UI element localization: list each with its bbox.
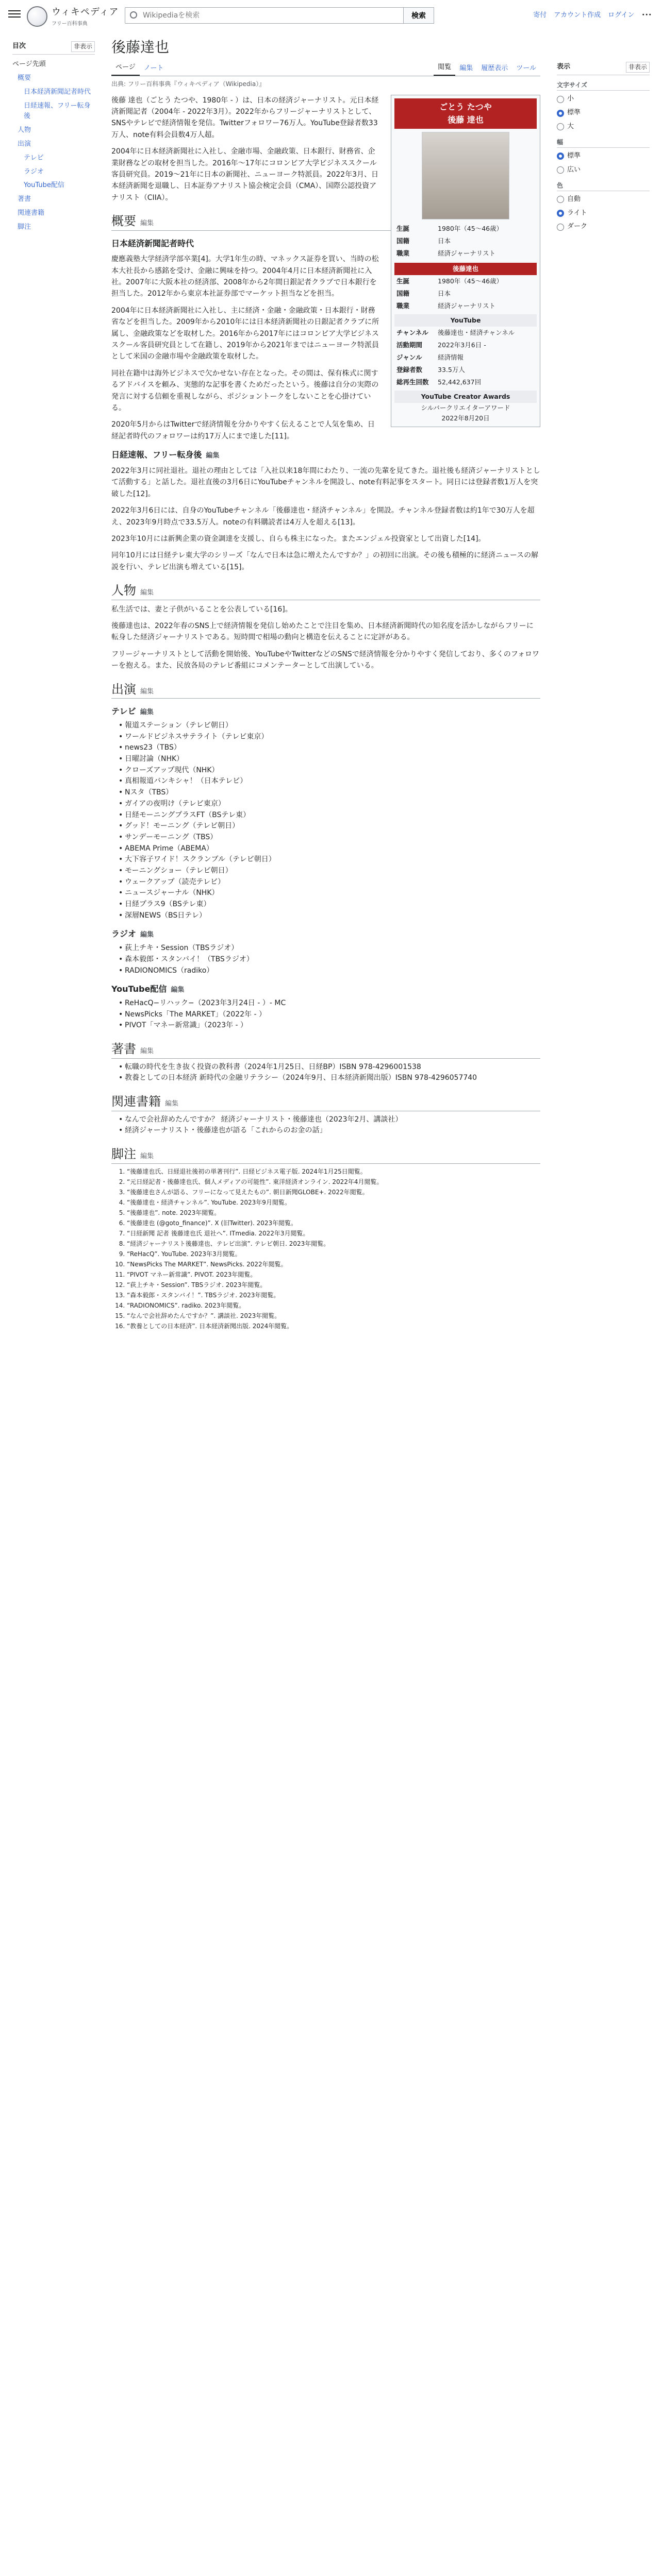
login-link[interactable]: ログイン	[608, 11, 635, 19]
edit-link[interactable]: 編集	[171, 986, 185, 994]
edit-link[interactable]: 編集	[140, 1047, 154, 1056]
list-item[interactable]: • クローズアップ現代（NHK）	[120, 765, 540, 776]
radio-icon	[557, 224, 564, 231]
toc-item[interactable]: ラジオ	[24, 167, 44, 176]
toc-item[interactable]: 関連書籍	[18, 209, 45, 217]
infobox-key: 生誕	[396, 277, 410, 285]
appearance-title: 表示	[557, 63, 571, 71]
paragraph: 2020年5月からはTwitterで経済情報を分かりやすく伝えることで人気を集め、日経記者時代のフォロワーは約17万人にまで達した[11]。	[111, 420, 375, 440]
infobox-subhead: 後藤達也	[394, 263, 537, 275]
list-item[interactable]: • PIVOT「マネー新常識」（2023年 - ）	[120, 1020, 540, 1031]
list-item: • 転職の時代を生き抜く投資の教科書（2024年1月25日、日経BP）ISBN 978-4296001538	[120, 1062, 540, 1073]
radio-icon	[557, 196, 564, 203]
section-free: 日経速報、フリー転身後 編集	[111, 450, 220, 460]
paragraph: 2023年10月には新興企業の資金調達を支援し、自らも株主になった。またエンジェル投資家として出資した[14]。	[111, 534, 486, 543]
list-item: 6. “後藤達也 (@goto_finance)”. X (旧Twitter). 2023年閲覧。	[127, 1218, 540, 1228]
radio-list	[120, 943, 540, 976]
paragraph: 2004年に日本経済新聞社に入社し、主に経済・金融・金融政策・日本銀行・財務省などを担当した。2009年から2010年には日本経済新聞社の日銀記者クラブに所属し、金融政策などを取材した。2016年から2017年にはコロンビア大学ビジネススクール客員研究員として在籍し、2019年から2021年まではニューヨーク特派員として米国の金融市場や金融政策を取材した。	[111, 306, 379, 361]
create-account-link[interactable]: アカウント作成	[554, 11, 601, 19]
paragraph: 2022年3月に同社退社。退社の理由としては「入社以来18年間にわたり、一流の先輩を見てきた。退社後も経済ジャーナリストとして活動する」と話した。退社直後の3月6日にYouTubeチャンネルを開設し、note有料記事をスタート。同日には登録者数1万人を突破した[12]。	[111, 466, 540, 498]
toc-item[interactable]: 日経速報、フリー転身後	[24, 101, 91, 121]
section-overview: 概要 編集	[111, 213, 540, 231]
tab-tools[interactable]: ツール	[516, 64, 536, 72]
list-item[interactable]: • 深層NEWS（BS日テレ）	[120, 910, 540, 922]
lead-paragraph-2: 2004年に日本経済新聞社に入社し、金融市場、金融政策、日本銀行、財務省、企業財務などの取材を担当した。2016年～17年にコロンビア大学ビジネススクール客員研究員。2019〜21年に日本の新聞社、ニューヨーク特派員。2022年3月、日本経済新聞を退職し、日本証券アナリスト協会検定会員（CMA）、国際公認投資アナリスト（CIIA）。	[111, 147, 378, 202]
paragraph: 私生活では、妻と子供がいることを公表している[16]。	[111, 605, 292, 614]
infobox-row	[394, 223, 537, 235]
wikipedia-globe-icon	[27, 6, 47, 27]
edit-link[interactable]: 編集	[140, 687, 154, 696]
list-item[interactable]: • 日経プラス9（BSテレ東）	[120, 899, 540, 910]
section-books: 著書 編集	[111, 1041, 540, 1059]
donate-link[interactable]: 寄付	[533, 11, 547, 19]
toc-hide-button[interactable]: 非表示	[71, 41, 95, 52]
edit-link[interactable]: 編集	[140, 589, 154, 597]
toc-item[interactable]: ページ先頭	[12, 60, 46, 69]
toc-item[interactable]: テレビ	[24, 154, 44, 162]
radio-label: 標準	[567, 151, 581, 160]
radio-label: 小	[567, 95, 574, 103]
radio-option[interactable]	[557, 222, 650, 232]
search-icon	[130, 11, 137, 19]
infobox-row	[394, 287, 537, 300]
radio-icon	[557, 152, 564, 160]
radio-icon	[557, 110, 564, 117]
toc-item[interactable]: 人物	[18, 126, 31, 134]
radio-option[interactable]	[557, 122, 650, 132]
list-item[interactable]: • NewsPicks「The MARKET」（2022年 - ）	[120, 1009, 540, 1021]
infobox-key: 職業	[396, 301, 410, 310]
list-item[interactable]: • 真相報道バンキシャ！（日本テレビ）	[120, 776, 540, 787]
list-item[interactable]: • ニュースジャーナル（NHK）	[120, 888, 540, 899]
list-item[interactable]: • ワールドビジネスサテライト（テレビ東京）	[120, 732, 540, 743]
site-header	[0, 0, 662, 31]
infobox-row	[394, 235, 537, 247]
infobox-key: 国籍	[396, 289, 410, 297]
list-item: 5. “後藤達也”. note. 2023年閲覧。	[127, 1208, 540, 1217]
infobox-row	[394, 351, 537, 364]
infobox-value: 日本	[438, 289, 451, 297]
list-item[interactable]: • ガイアの夜明け（テレビ東京）	[120, 799, 540, 810]
radio-option[interactable]	[557, 208, 650, 219]
infobox-name: ごとう たつや 後藤 達也	[394, 98, 537, 129]
infobox-value: 2022年3月6日 -	[438, 341, 486, 349]
list-item: 2. “元日経記者・後藤達也氏、個人メディアの可能性”. 東洋経済オンライン. 2022年4月閲覧。	[127, 1177, 540, 1187]
edit-link[interactable]: 編集	[206, 452, 220, 460]
infobox-table-1	[394, 223, 537, 260]
infobox-row	[394, 247, 537, 260]
infobox	[391, 95, 540, 427]
list-item: 10. “NewsPicks The MARKET”. NewsPicks. 2022年閲覧。	[127, 1260, 540, 1269]
user-links	[533, 10, 652, 21]
list-item[interactable]: • 森本毅郎・スタンバイ！（TBSラジオ）	[120, 954, 540, 965]
toc-item[interactable]: YouTube配信	[24, 181, 64, 190]
section-related: 関連書籍 編集	[111, 1093, 540, 1111]
edit-link[interactable]: 編集	[140, 931, 154, 939]
paragraph: フリージャーナリストとして活動を開始後、YouTubeやTwitterなどのSNSで経済情報を分かりやすく発信しており、多くのフォロワーを抱える。また、民放各局のテレビ番組にコメンテーターとして出演している。	[111, 650, 539, 670]
list-item[interactable]: • 荻上チキ・Session（TBSラジオ）	[120, 943, 540, 954]
tv-list	[120, 720, 540, 921]
tab-edit[interactable]: 編集	[459, 64, 473, 72]
edit-link[interactable]: 編集	[140, 708, 154, 717]
infobox-key: 活動期間	[396, 341, 423, 349]
list-item: • なんで会社辞めたんですか？ 経済ジャーナリスト・後藤達也（2023年2月、講談社）	[120, 1114, 540, 1126]
edit-link[interactable]: 編集	[165, 1100, 179, 1108]
paragraph: 2022年3月6日には、自身のYouTubeチャンネル「後藤達也・経済チャンネル」を開設。チャンネル登録者数は約1年で30万人を超え、2023年9月時点で33.5万人。noteの有料購読者は4万人を超える[13]。	[111, 506, 535, 527]
radio-label: ダーク	[567, 223, 588, 231]
list-item: 13. “森本毅郎・スタンバイ！”. TBSラジオ. 2023年閲覧。	[127, 1291, 540, 1300]
list-item[interactable]: • ウェークアップ（読売テレビ）	[120, 877, 540, 888]
list-item: 14. “RADIONOMICS”. radiko. 2023年閲覧。	[127, 1301, 540, 1310]
section-notes: 脚注 編集	[111, 1146, 540, 1164]
infobox-value: 1980年（45～46歳）	[438, 277, 503, 285]
infobox-value: 日本	[438, 236, 451, 245]
infobox-awards: シルバークリエイターアワード 2022年8月20日	[421, 403, 510, 422]
infobox-table-3	[394, 327, 537, 388]
references-list	[127, 1167, 540, 1331]
infobox-row	[394, 376, 537, 388]
section-appearance: 出演 編集	[111, 681, 540, 699]
infobox-row	[394, 275, 537, 287]
list-item: • 経済ジャーナリスト・後藤達也が語る「これからのお金の話」	[120, 1125, 540, 1137]
section-tv: テレビ 編集	[111, 706, 154, 717]
list-item: • 教養としての日本経済 新時代の金融リテラシー（2024年9月、日本経済新聞出版）ISBN 978-4296057740	[120, 1073, 540, 1084]
list-item: 1. “後藤達也氏、日経退社後初の単著刊行”. 日経ビジネス電子版. 2024年1月25日閲覧。	[127, 1167, 540, 1176]
tab-history[interactable]: 履歴表示	[481, 64, 508, 72]
edit-link[interactable]: 編集	[140, 1153, 154, 1161]
list-item[interactable]: • モーニングショー（テレビ朝日）	[120, 866, 540, 877]
main-menu-button[interactable]	[8, 8, 21, 19]
radio-icon	[557, 210, 564, 217]
search-input[interactable]	[125, 7, 404, 24]
appearance-hide-button[interactable]: 非表示	[626, 62, 650, 73]
infobox-key: チャンネル	[396, 328, 428, 336]
radio-label: 標準	[567, 109, 581, 117]
list-item[interactable]: • ABEMA Prime（ABEMA）	[120, 843, 540, 855]
lead-paragraph-1: 後藤 達也（ごとう たつや、1980年 - ）は、日本の経済ジャーナリスト。元日本経済新聞記者（2004年 - 2022年3月）。2022年からフリージャーナリストとして、SNSやテレビで経済情報を発信。Twitterフォロワー76万人。YouTube登録者数33万人、note有料会員数4万人超。	[111, 96, 379, 139]
list-item[interactable]: • グッド！モーニング（テレビ朝日）	[120, 821, 540, 832]
infobox-key: ジャンル	[396, 353, 422, 361]
infobox-row	[394, 300, 537, 312]
list-item: 3. “後藤達也さんが語る、フリーになって見えたもの”. 朝日新聞GLOBE+. 2022年閲覧。	[127, 1188, 540, 1197]
page-title: 後藤達也	[111, 39, 170, 56]
infobox-awards-head: YouTube Creator Awards	[394, 391, 537, 403]
radio-icon	[557, 123, 564, 130]
toc-item[interactable]: 日本経済新聞記者時代	[24, 88, 91, 96]
list-item[interactable]: • news23（TBS）	[120, 742, 540, 754]
list-item: 12. “荻上チキ・Session”. TBSラジオ. 2023年閲覧。	[127, 1280, 540, 1290]
tab-talk[interactable]: ノート	[143, 64, 164, 72]
source-note: 出典: フリー百科事典『ウィキペディア（Wikipedia）』	[111, 80, 266, 88]
infobox-value: 52,442,637回	[438, 378, 482, 386]
radio-label: ライト	[567, 209, 587, 217]
list-item: 7. “日経新聞 記者 後藤達也氏 退社へ”. ITmedia. 2022年3月閲覧。	[127, 1229, 540, 1238]
toc-item[interactable]: 脚注	[18, 223, 31, 231]
search-form	[125, 7, 434, 24]
radio-option[interactable]	[557, 194, 650, 205]
page-tabs	[111, 61, 540, 76]
infobox-value: 1980年（45～46歳）	[438, 224, 503, 232]
infobox-key: 総再生回数	[396, 378, 429, 386]
radio-option[interactable]	[557, 165, 650, 176]
list-item: 16. “教養としての日本経済”. 日本経済新聞出版. 2024年閲覧。	[127, 1321, 540, 1331]
infobox-value: 経済ジャーナリスト	[438, 301, 496, 310]
radio-label: 大	[567, 122, 574, 130]
radio-label: 自動	[567, 195, 581, 203]
infobox-key: 生誕	[396, 224, 410, 232]
toc-item[interactable]: 出演	[18, 140, 31, 148]
list-item: 15. “なんで会社辞めたんですか？”. 講談社. 2023年閲覧。	[127, 1311, 540, 1320]
list-item: 8. “経済ジャーナリスト後藤達也、テレビ出演”. テレビ朝日. 2023年閲覧。	[127, 1239, 540, 1248]
list-item[interactable]: • RADIONOMICS（radiko）	[120, 965, 540, 977]
section-youtube: YouTube配信 編集	[111, 984, 185, 994]
radio-option[interactable]	[557, 151, 650, 162]
radio-label: 広い	[567, 165, 581, 174]
list-item: 11. “PIVOT マネー新常識”. PIVOT. 2023年閲覧。	[127, 1270, 540, 1279]
toc-item[interactable]: 概要	[18, 74, 31, 82]
search-button[interactable]: 検索	[403, 7, 434, 24]
portrait-image[interactable]	[422, 132, 509, 219]
paragraph: 慶應義塾大学経済学部卒業[4]。大学1年生の時、マネックス証券を買い、当時の松本大社長から感銘を受け、金融に興味を持つ。2004年4月に日本経済新聞社に入社。2007年に大阪本社の経済部、2008年から2年間日銀記者クラブで日本銀行を担当した。2012年から東京本社証券部でマーケット担当などを担当。	[111, 255, 379, 298]
paragraph: 後藤達也は、2022年春のSNS上で経済情報を発信し始めたことで注目を集め、日本経済新聞時代の知名度を活かしながらフリーに転身した経済ジャーナリストである。短時間で相場の動向と構造を伝えることに定評がある。	[111, 622, 534, 642]
edit-link[interactable]: 編集	[140, 219, 154, 228]
list-item[interactable]: • Nスタ（TBS）	[120, 787, 540, 799]
radio-icon	[557, 166, 564, 174]
list-item[interactable]: • 日経モーニングプラスFT（BSテレ東）	[120, 810, 540, 821]
list-item[interactable]: • サンデーモーニング（TBS）	[120, 832, 540, 843]
main-content	[111, 36, 540, 1332]
section-radio: ラジオ 編集	[111, 929, 154, 939]
color-heading: 色	[557, 181, 650, 191]
toc-item[interactable]: 著書	[18, 195, 31, 204]
section-person: 人物 編集	[111, 582, 540, 600]
infobox-youtube-head: YouTube	[394, 314, 537, 327]
text-size-heading: 文字サイズ	[557, 80, 650, 91]
infobox-row	[394, 339, 537, 351]
books-list	[120, 1062, 540, 1084]
appearance-panel	[557, 62, 650, 235]
section-nikkei: 日本経済新聞記者時代	[111, 238, 194, 248]
list-item[interactable]: • 報道ステーション（テレビ朝日）	[120, 720, 540, 732]
infobox-row	[394, 327, 537, 339]
infobox-key: 登録者数	[396, 365, 423, 374]
list-item[interactable]: • 大下容子ワイド！スクランブル（テレビ朝日）	[120, 854, 540, 866]
tab-read[interactable]: 閲覧	[434, 60, 455, 76]
width-heading: 幅	[557, 138, 650, 148]
paragraph: 同社在籍中は海外ビジネスで欠かせない存在となった。その間は、保有株式に関するアドバイスを頼み、実態的な記事を書くためだったという。後藤は自分の実際の発言に対する信頼を重視しながら、ポジショントークをしないことを心掛けている。	[111, 369, 379, 412]
list-item[interactable]: • ReHacQ−リハック−（2023年3月24日 - ）- MC	[120, 998, 540, 1009]
paragraph: 同年10月には日経テレ東大学のシリーズ「なんで日本は急に増えたんですか？」の初回に出演。その後も積極的に経済ニュースの解説を行い、テレビ出演も増えている[15]。	[111, 551, 539, 571]
radio-option[interactable]	[557, 94, 650, 105]
list-item: 9. “ReHacQ”. YouTube. 2023年3月閲覧。	[127, 1249, 540, 1259]
youtube-list	[120, 998, 540, 1031]
toc-header	[12, 41, 95, 55]
infobox-table-2	[394, 275, 537, 312]
list-item: 4. “後藤達也・経済チャンネル”. YouTube. 2023年9月閲覧。	[127, 1198, 540, 1207]
infobox-value: 経済情報	[438, 353, 464, 361]
infobox-value: 経済ジャーナリスト	[438, 249, 496, 257]
infobox-value: 33.5万人	[438, 365, 465, 374]
site-logo[interactable]	[27, 5, 119, 28]
related-list	[120, 1114, 540, 1137]
infobox-key: 職業	[396, 249, 410, 257]
list-item[interactable]: • 日曜討論（NHK）	[120, 754, 540, 765]
toc-sidebar	[12, 41, 95, 234]
tab-page[interactable]: ページ	[111, 60, 140, 76]
site-tagline: フリー百科事典	[52, 21, 88, 27]
infobox-key: 国籍	[396, 236, 410, 245]
infobox-row	[394, 364, 537, 376]
toc-title: 目次	[12, 42, 26, 50]
more-options-icon[interactable]: ･･･	[641, 11, 652, 19]
radio-option[interactable]	[557, 108, 650, 118]
site-name: ウィキペディア	[52, 7, 119, 18]
radio-icon	[557, 96, 564, 103]
infobox-value: 後藤達也・経済チャンネル	[438, 328, 515, 336]
